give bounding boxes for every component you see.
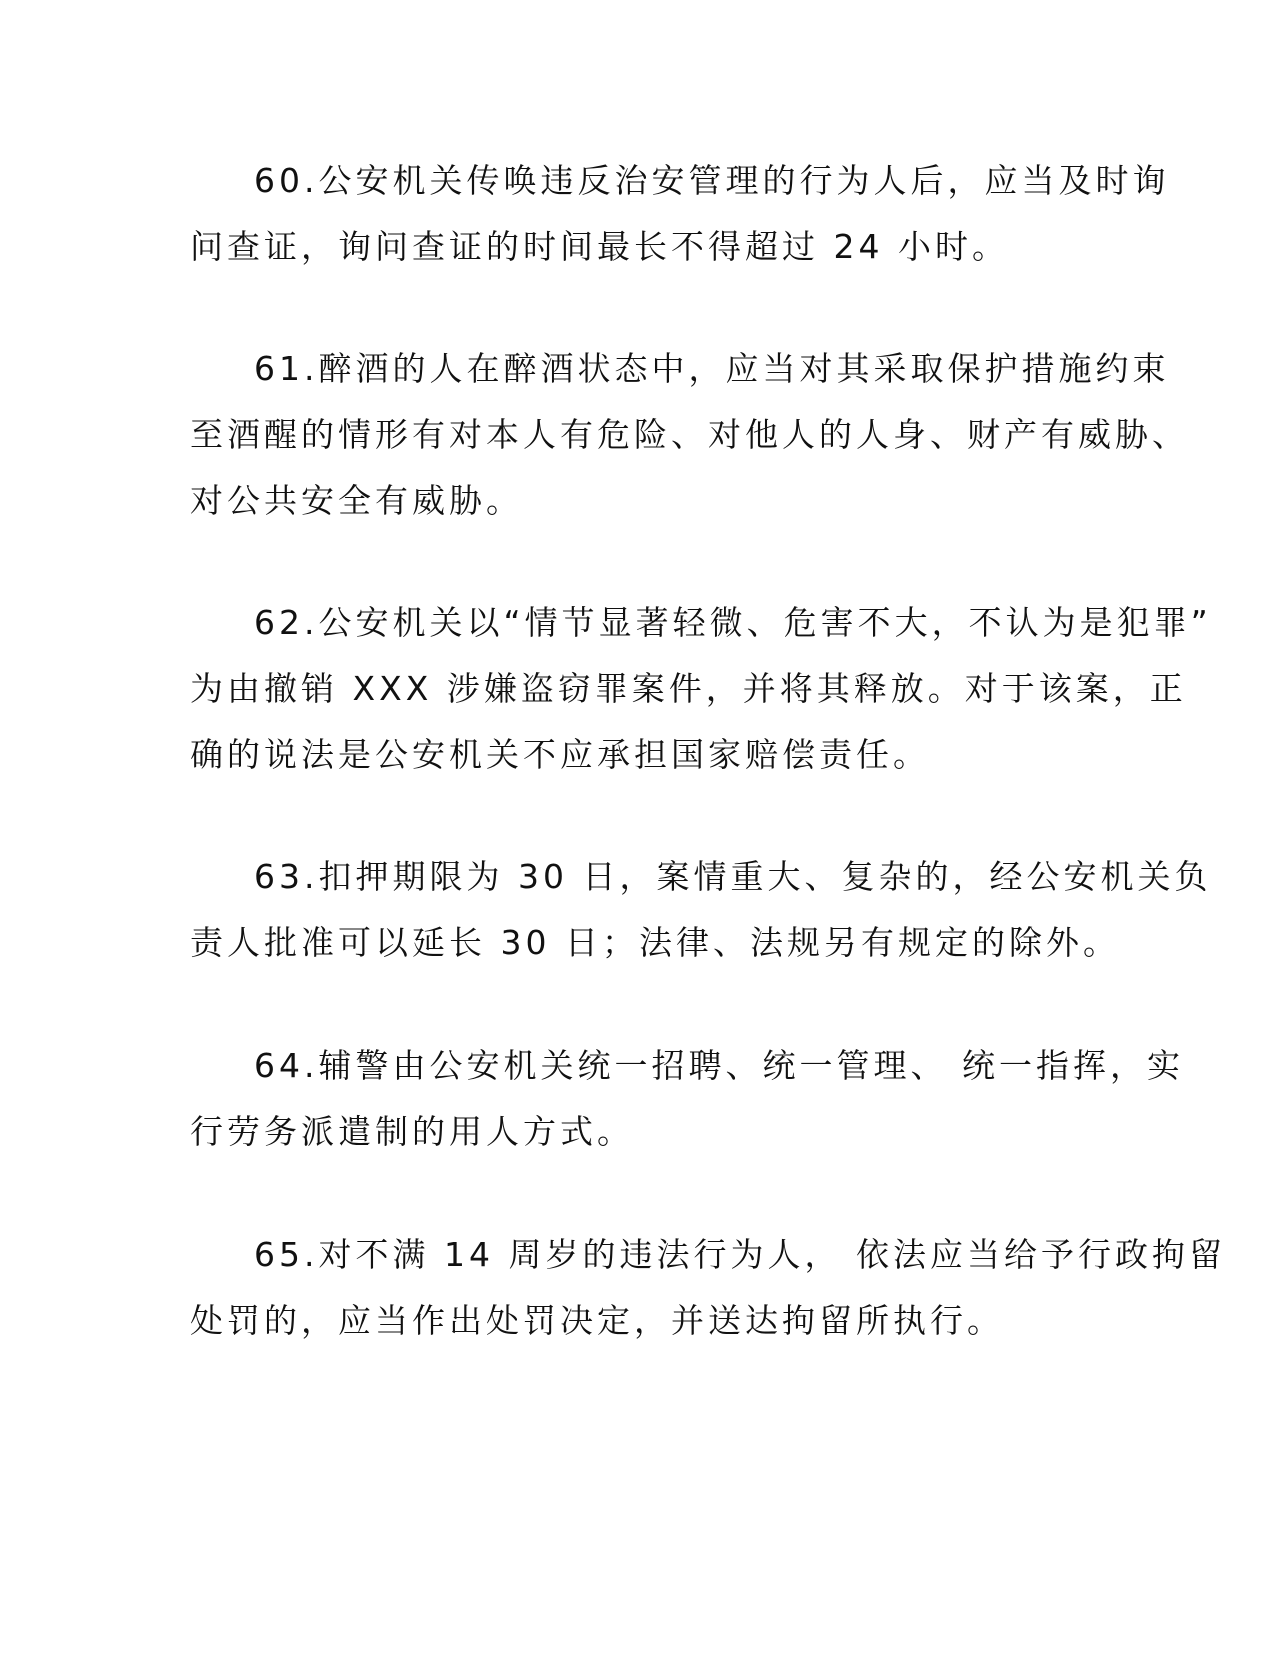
paragraph-line: 61.醉酒的人在醉酒状态中，应当对其采取保护措施约束 [254,349,1170,388]
paragraph-63 [190,844,1212,976]
paragraph-line: 65.对不满 14 周岁的违法行为人， 依法应当给予行政拘留 [254,1235,1226,1274]
paragraph-64 [190,1033,1184,1165]
paragraph-line: 处罚的，应当作出处罚决定，并送达拘留所执行。 [190,1301,1004,1340]
paragraph-line: 62.公安机关以“情节显著轻微、危害不大，不认为是犯罪” [254,603,1212,642]
paragraph-60 [190,148,1170,280]
paragraph-line: 为由撤销 XXX 涉嫌盗窃罪案件，并将其释放。对于该案，正 [190,669,1187,708]
paragraph-line: 60.公安机关传唤违反治安管理的行为人后，应当及时询 [254,161,1170,200]
paragraph-line: 至酒醒的情形有对本人有危险、对他人的人身、财产有威胁、 [190,415,1189,454]
paragraph-62 [190,590,1212,788]
paragraph-65 [190,1222,1226,1354]
paragraph-line: 问查证，询问查证的时间最长不得超过 24 小时。 [190,227,1009,266]
paragraph-line: 责人批准可以延长 30 日；法律、法规另有规定的除外。 [190,923,1120,962]
paragraph-line: 64.辅警由公安机关统一招聘、统一管理、 统一指挥，实 [254,1046,1184,1085]
paragraph-line: 确的说法是公安机关不应承担国家赔偿责任。 [190,735,930,774]
paragraph-line: 行劳务派遣制的用人方式。 [190,1112,634,1151]
paragraph-line: 63.扣押期限为 30 日，案情重大、复杂的，经公安机关负 [254,857,1212,896]
paragraph-61 [190,336,1189,534]
paragraph-line: 对公共安全有威胁。 [190,481,523,520]
